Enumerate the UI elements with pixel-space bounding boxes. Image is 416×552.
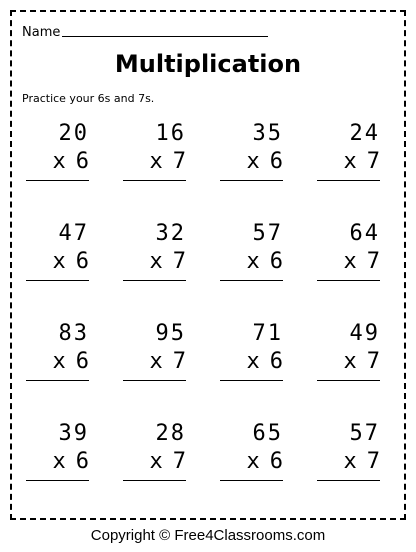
- times-sign: x: [52, 449, 66, 474]
- multiplicand: 32: [155, 221, 186, 246]
- problem: [305, 418, 402, 518]
- multiplicand: 47: [58, 221, 89, 246]
- multiplicand: 35: [252, 121, 283, 146]
- multiplier: 6: [269, 249, 283, 274]
- answer-line: [317, 480, 380, 481]
- instructions-text: Practice your 6s and 7s.: [22, 92, 155, 105]
- problem: [14, 318, 111, 418]
- problem: [208, 418, 305, 518]
- multiplicand: 16: [155, 121, 186, 146]
- answer-line: [123, 380, 186, 381]
- multiplier: 7: [366, 149, 380, 174]
- problem: [14, 218, 111, 318]
- times-sign: x: [149, 349, 163, 374]
- problem: [14, 418, 111, 518]
- multiplicand: 71: [252, 321, 283, 346]
- multiplicand: 65: [252, 421, 283, 446]
- answer-line: [317, 380, 380, 381]
- times-sign: x: [246, 449, 260, 474]
- multiplier: 6: [75, 249, 89, 274]
- answer-line: [220, 280, 283, 281]
- problem-grid: [14, 118, 402, 518]
- times-sign: x: [52, 349, 66, 374]
- multiplicand: 24: [349, 121, 380, 146]
- problem: [208, 118, 305, 218]
- multiplier: 7: [172, 449, 186, 474]
- answer-line: [26, 380, 89, 381]
- multiplier: 7: [172, 249, 186, 274]
- multiplicand: 95: [155, 321, 186, 346]
- answer-line: [123, 180, 186, 181]
- problem: [111, 118, 208, 218]
- multiplier: 6: [75, 349, 89, 374]
- times-sign: x: [343, 249, 357, 274]
- multiplier: 6: [269, 349, 283, 374]
- answer-line: [26, 180, 89, 181]
- answer-line: [26, 280, 89, 281]
- problem: [208, 218, 305, 318]
- problem: [305, 118, 402, 218]
- multiplicand: 20: [58, 121, 89, 146]
- times-sign: x: [343, 449, 357, 474]
- name-field: [22, 22, 268, 40]
- multiplicand: 57: [252, 221, 283, 246]
- times-sign: x: [246, 249, 260, 274]
- multiplier: 6: [269, 449, 283, 474]
- multiplier: 6: [269, 149, 283, 174]
- worksheet-title: Multiplication: [114, 50, 302, 78]
- problem: [208, 318, 305, 418]
- multiplicand: 83: [58, 321, 89, 346]
- answer-line: [317, 280, 380, 281]
- problem: [14, 118, 111, 218]
- times-sign: x: [52, 249, 66, 274]
- multiplier: 6: [75, 449, 89, 474]
- answer-line: [317, 180, 380, 181]
- times-sign: x: [246, 149, 260, 174]
- problem: [111, 418, 208, 518]
- multiplier: 7: [366, 449, 380, 474]
- times-sign: x: [52, 149, 66, 174]
- multiplicand: 28: [155, 421, 186, 446]
- problem: [305, 218, 402, 318]
- times-sign: x: [149, 449, 163, 474]
- times-sign: x: [246, 349, 260, 374]
- name-label: Name: [22, 25, 61, 40]
- multiplicand: 49: [349, 321, 380, 346]
- answer-line: [220, 480, 283, 481]
- multiplier: 7: [172, 349, 186, 374]
- problem: [305, 318, 402, 418]
- answer-line: [26, 480, 89, 481]
- multiplicand: 39: [58, 421, 89, 446]
- times-sign: x: [149, 249, 163, 274]
- multiplier: 6: [75, 149, 89, 174]
- copyright-footer: Copyright © Free4Classrooms.com: [90, 527, 326, 544]
- name-write-line: [62, 35, 268, 37]
- answer-line: [220, 180, 283, 181]
- answer-line: [123, 480, 186, 481]
- multiplicand: 64: [349, 221, 380, 246]
- problem: [111, 218, 208, 318]
- multiplier: 7: [366, 349, 380, 374]
- times-sign: x: [149, 149, 163, 174]
- multiplier: 7: [366, 249, 380, 274]
- answer-line: [220, 380, 283, 381]
- times-sign: x: [343, 149, 357, 174]
- multiplicand: 57: [349, 421, 380, 446]
- answer-line: [123, 280, 186, 281]
- problem: [111, 318, 208, 418]
- times-sign: x: [343, 349, 357, 374]
- multiplier: 7: [172, 149, 186, 174]
